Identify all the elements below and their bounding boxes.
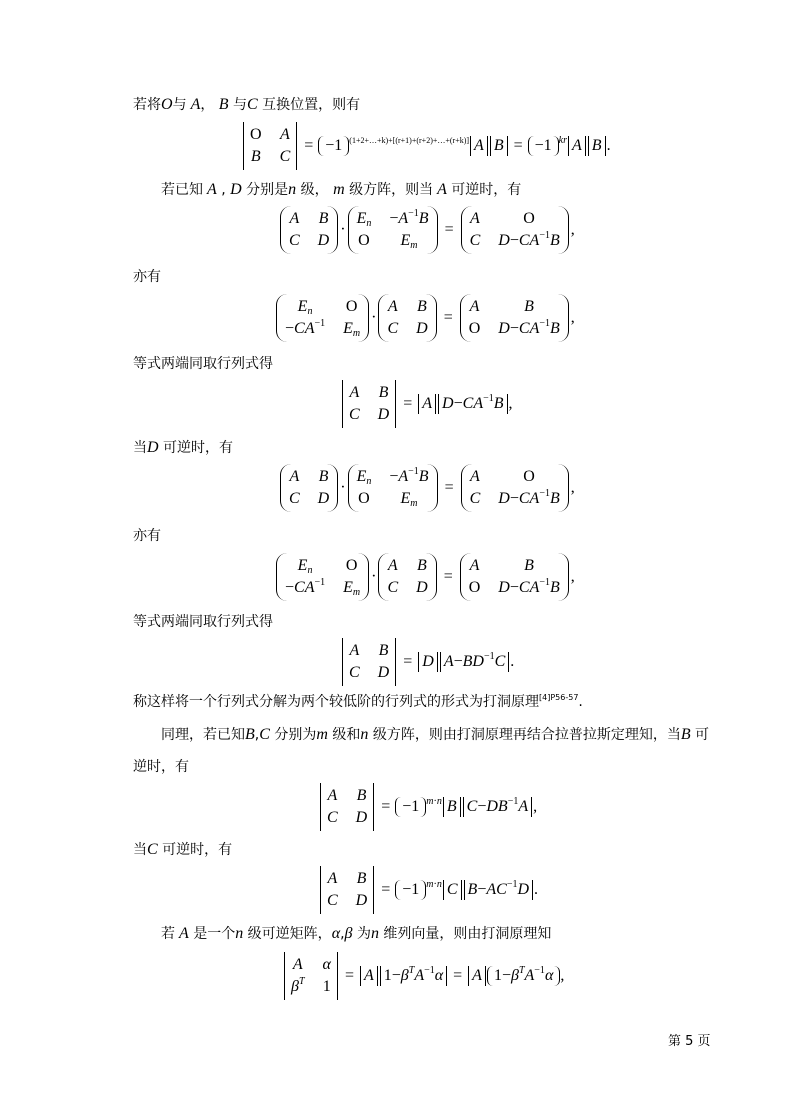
equation-block-elimination-3: A B C D · $E_n$ $-A^{-1}B$ O $E_m$ = A O C $D-CA^{-1}B$ , (278, 464, 575, 512)
line-8: 称这样将一个行列式分解为两个较低阶的行列式的形式为打洞原理$^{[4]P56-57}$. (133, 693, 583, 710)
line-2: 若已知 A , D 分别是n 级， m 级方阵，则当 A 可逆时，有 (161, 181, 522, 198)
equation-laplace-B: A B C D = −1 $^{m\cdot n}$ B $C-DB^{-1}A$ , (318, 783, 537, 831)
line-6: 亦有 (133, 528, 161, 544)
line-11: 若 A 是一个n 级可逆矩阵，α,β 为n 维列向量，则由打洞原理知 (161, 925, 552, 942)
line-8-text: 称这样将一个行列式分解为两个较低阶的行列式的形式为打洞原理 (133, 694, 539, 710)
line-1: 若将O与 A， B 与C 互换位置，则有 (133, 96, 361, 113)
line-3: 亦有 (133, 269, 161, 285)
equation-laplace-C: A B C D = −1 $^{m\cdot n}$ C $B-AC^{-1}D$ . (318, 866, 538, 914)
equation-vector-determinant: A α $\beta^T$ 1 = A $1-\beta^TA^{-1}\alpha$ = A $1-\beta^TA^{-1}\alpha$ , (282, 952, 564, 1000)
line-4: 等式两端同取行列式得 (133, 356, 273, 372)
line-9a: 同理，若已知B,C 分别为m 级和n 级方阵，则由打洞原理再结合拉普拉斯定理知，当B 可 (161, 726, 710, 743)
line-5: 当D 可逆时，有 (133, 439, 234, 456)
equation-block-elimination-2: $E_n$ O $-CA^{-1}$ $E_m$ · A B C D = A B O $D-CA^{-1}B$ , (274, 294, 575, 342)
equation-block-elimination-1: A B C D · $E_n$ $-A^{-1}B$ O $E_m$ = A O C $D-CA^{-1}B$ , (278, 206, 575, 254)
equation-swap-determinant: O A B C = −1 $^{(1+2+\dots+k)+[(r+1)+(r+2)+\dots+(r+k)]}$ A B = −1 $^{kr}$ A B . (241, 122, 611, 170)
line-9b: 逆时，有 (133, 759, 189, 775)
equation-block-elimination-4: $E_n$ O $-CA^{-1}$ $E_m$ · A B C D = A B O $D-CA^{-1}B$ , (274, 553, 575, 601)
line-10: 当C 可逆时，有 (133, 841, 233, 858)
equation-schur-A: A B C D = A $D-CA^{-1}B$ , (340, 380, 513, 428)
page-number: 第 5 页 (668, 1034, 711, 1049)
citation: [4]P56-57 (539, 693, 579, 702)
equation-schur-D: A B C D = D $A-BD^{-1}C$ . (340, 638, 514, 686)
line-7: 等式两端同取行列式得 (133, 614, 273, 630)
